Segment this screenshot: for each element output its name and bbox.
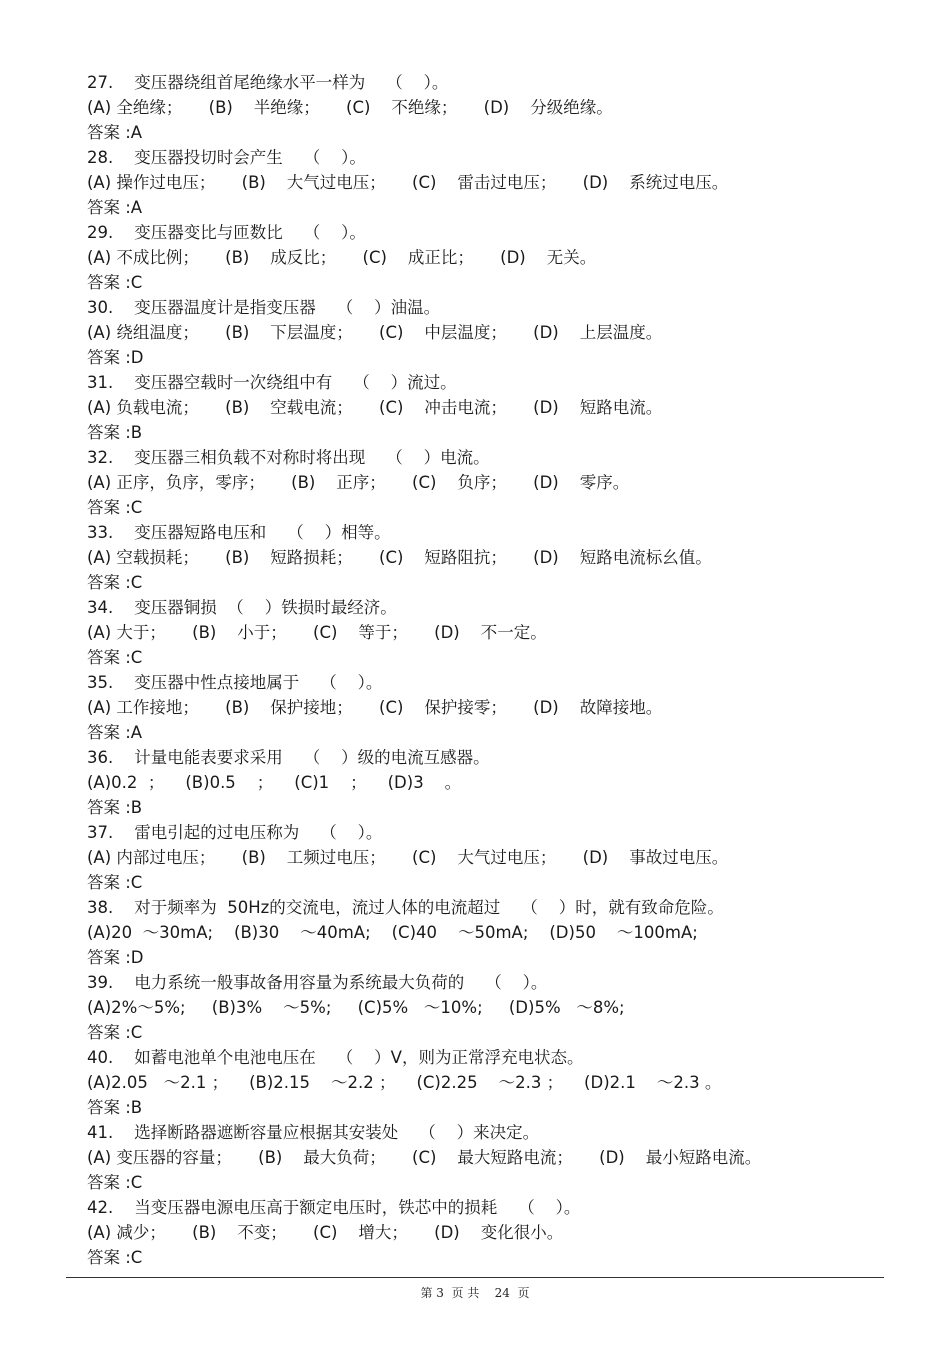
question-options: (A) 内部过电压； (B) 工频过电压； (C) 大气过电压； (D) 事故过电压。 bbox=[87, 848, 729, 867]
question-item bbox=[87, 370, 907, 445]
question-options: (A)2.05 ～2.1 ； (B)2.15 ～2.2 ； (C)2.25 ～2.3 ； (D)2.1 ～2.3 。 bbox=[87, 1073, 722, 1092]
question-stem: 42. 当变压器电源电压高于额定电压时，铁芯中的损耗 （ ）。 bbox=[87, 1198, 581, 1217]
question-item bbox=[87, 745, 907, 820]
question-options: (A) 全绝缘； (B) 半绝缘； (C) 不绝缘； (D) 分级绝缘。 bbox=[87, 98, 613, 117]
question-options: (A)2%～5%; (B)3% ～5%; (C)5% ～10%; (D)5% ～8%; bbox=[87, 998, 625, 1017]
question-stem: 41. 选择断路器遮断容量应根据其安装处 （ ）来决定。 bbox=[87, 1123, 540, 1142]
question-item bbox=[87, 70, 907, 145]
footer-divider bbox=[66, 1277, 884, 1278]
question-stem: 40. 如蓄电池单个电池电压在 （ ）V，则为正常浮充电状态。 bbox=[87, 1048, 584, 1067]
question-options: (A) 操作过电压； (B) 大气过电压； (C) 雷击过电压； (D) 系统过电压。 bbox=[87, 173, 729, 192]
question-answer: 答案 :D bbox=[87, 348, 144, 367]
question-answer: 答案 :C bbox=[87, 1248, 143, 1267]
question-stem: 28. 变压器投切时会产生 （ ）。 bbox=[87, 148, 366, 167]
question-answer: 答案 :B bbox=[87, 423, 143, 442]
question-answer: 答案 :C bbox=[87, 1173, 143, 1192]
question-stem: 33. 变压器短路电压和 （ ）相等。 bbox=[87, 523, 391, 542]
question-answer: 答案 :C bbox=[87, 873, 143, 892]
question-item bbox=[87, 1045, 907, 1120]
page-number: 第 3 页 共 24 页 bbox=[420, 1286, 530, 1300]
question-stem: 31. 变压器空载时一次绕组中有 （ ）流过。 bbox=[87, 373, 457, 392]
question-answer: 答案 :C bbox=[87, 573, 143, 592]
question-stem: 39. 电力系统一般事故备用容量为系统最大负荷的 （ ）。 bbox=[87, 973, 548, 992]
question-item bbox=[87, 595, 907, 670]
question-options: (A) 不成比例； (B) 成反比； (C) 成正比； (D) 无关。 bbox=[87, 248, 597, 267]
question-item bbox=[87, 295, 907, 370]
question-item bbox=[87, 220, 907, 295]
question-stem: 30. 变压器温度计是指变压器 （ ）油温。 bbox=[87, 298, 441, 317]
question-item bbox=[87, 820, 907, 895]
question-stem: 32. 变压器三相负载不对称时将出现 （ ）电流。 bbox=[87, 448, 490, 467]
question-answer: 答案 :C bbox=[87, 648, 143, 667]
question-item bbox=[87, 970, 907, 1045]
question-answer: 答案 :A bbox=[87, 198, 143, 217]
question-answer: 答案 :A bbox=[87, 123, 143, 142]
question-options: (A) 负载电流； (B) 空载电流； (C) 冲击电流； (D) 短路电流。 bbox=[87, 398, 663, 417]
question-answer: 答案 :C bbox=[87, 273, 143, 292]
question-answer: 答案 :D bbox=[87, 948, 144, 967]
question-stem: 37. 雷电引起的过电压称为 （ ）。 bbox=[87, 823, 383, 842]
question-options: (A) 工作接地； (B) 保护接地； (C) 保护接零； (D) 故障接地。 bbox=[87, 698, 663, 717]
question-stem: 29. 变压器变比与匝数比 （ ）。 bbox=[87, 223, 366, 242]
question-options: (A) 减少； (B) 不变； (C) 增大； (D) 变化很小。 bbox=[87, 1223, 564, 1242]
question-options: (A)0.2 ； (B)0.5 ； (C)1 ； (D)3 。 bbox=[87, 773, 462, 792]
question-answer: 答案 :C bbox=[87, 498, 143, 517]
question-item bbox=[87, 895, 907, 970]
question-stem: 38. 对于频率为 50Hz的交流电，流过人体的电流超过 （ ）时，就有致命危险。 bbox=[87, 898, 724, 917]
question-stem: 34. 变压器铜损 （ ）铁损时最经济。 bbox=[87, 598, 397, 617]
question-item bbox=[87, 145, 907, 220]
question-item bbox=[87, 445, 907, 520]
question-options: (A) 空载损耗； (B) 短路损耗； (C) 短路阻抗； (D) 短路电流标幺值。 bbox=[87, 548, 712, 567]
question-options: (A) 大于； (B) 小于； (C) 等于； (D) 不一定。 bbox=[87, 623, 547, 642]
question-answer: 答案 :B bbox=[87, 1098, 143, 1117]
question-answer: 答案 :A bbox=[87, 723, 143, 742]
question-options: (A) 绕组温度； (B) 下层温度； (C) 中层温度； (D) 上层温度。 bbox=[87, 323, 663, 342]
question-item bbox=[87, 520, 907, 595]
question-answer: 答案 :C bbox=[87, 1023, 143, 1042]
question-answer: 答案 :B bbox=[87, 798, 143, 817]
question-options: (A) 正序，负序，零序； (B) 正序； (C) 负序； (D) 零序。 bbox=[87, 473, 630, 492]
question-item bbox=[87, 1120, 907, 1195]
question-item bbox=[87, 670, 907, 745]
question-stem: 27. 变压器绕组首尾绝缘水平一样为 （ ）。 bbox=[87, 73, 449, 92]
question-options: (A) 变压器的容量； (B) 最大负荷； (C) 最大短路电流； (D) 最小短路电流。 bbox=[87, 1148, 762, 1167]
question-list bbox=[87, 70, 907, 1270]
question-stem: 36. 计量电能表要求采用 （ ）级的电流互感器。 bbox=[87, 748, 490, 767]
question-stem: 35. 变压器中性点接地属于 （ ）。 bbox=[87, 673, 383, 692]
question-item bbox=[87, 1195, 907, 1270]
question-options: (A)20 ～30mA; (B)30 ～40mA; (C)40 ～50mA; (D)50 ～100mA; bbox=[87, 923, 698, 942]
